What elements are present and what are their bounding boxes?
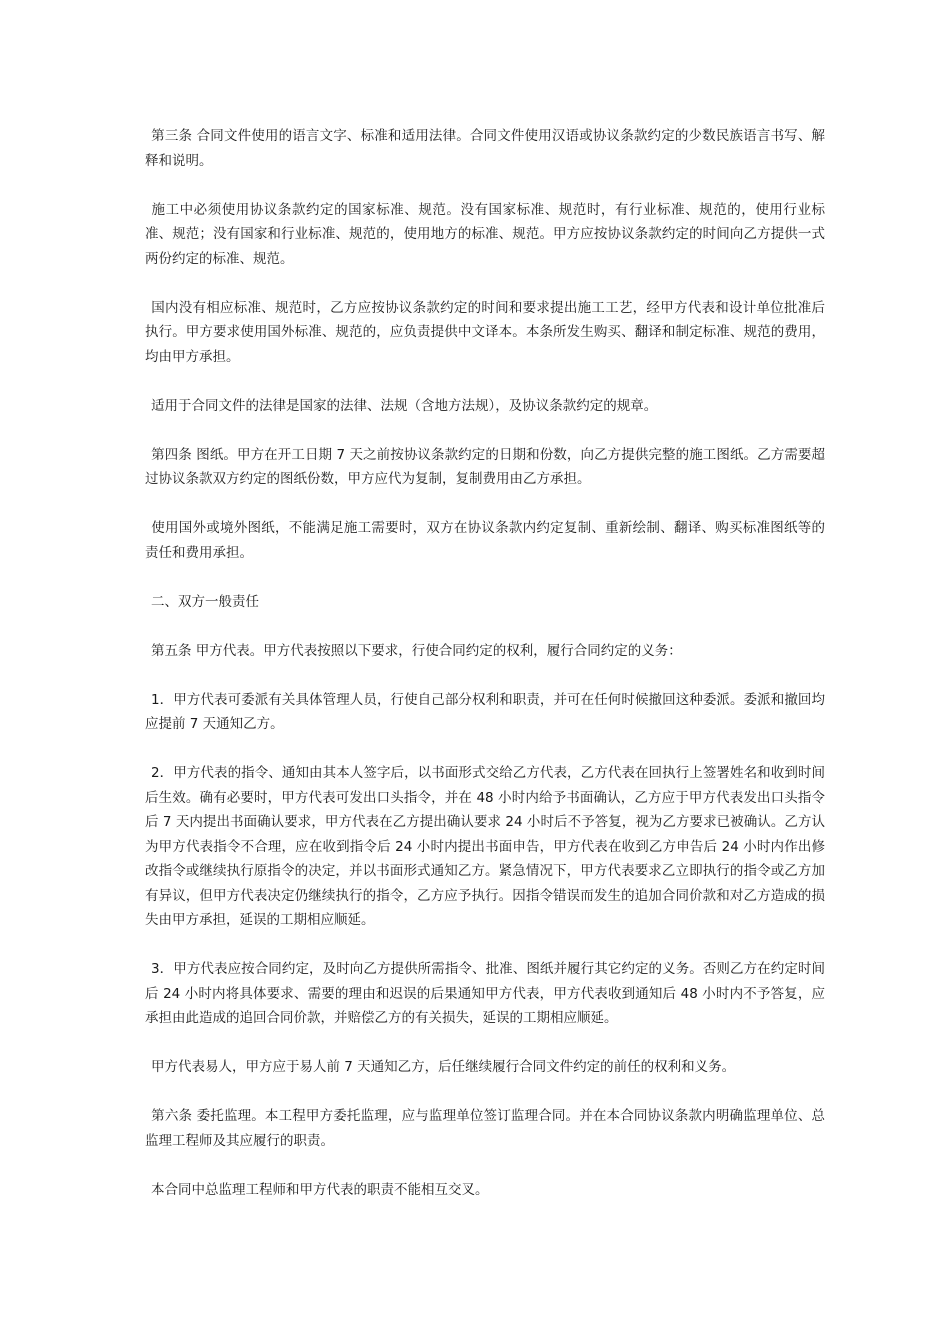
paragraph-text: 甲方代表易人，甲方应于易人前 7 天通知乙方，后任继续履行合同文件约定的前任的权利和义务。 — [151, 1059, 736, 1075]
paragraph-text: 3．甲方代表应按合同约定，及时向乙方提供所需指令、批准、图纸并履行其它约定的义务。否则乙方在约定时间后 24 小时内将具体要求、需要的理由和迟误的后果通知甲方代表，甲方代表收到通知后 48 小时内不予答复，应承担由此造成的追回合同价款，并赔偿乙方的有关损失，延误的工期相应顺延。 — [145, 961, 825, 1026]
paragraph-text: 施工中必须使用协议条款约定的国家标准、规范。没有国家标准、规范时，有行业标准、规范的，使用行业标准、规范；没有国家和行业标准、规范的，使用地方的标准、规范。甲方应按协议条款约定的时间向乙方提供一式两份约定的标准、规范。 — [145, 201, 825, 267]
paragraph-standards — [145, 198, 825, 272]
paragraph-item-3 — [145, 957, 825, 1031]
paragraph-text: 国内没有相应标准、规范时，乙方应按协议条款约定的时间和要求提出施工工艺，经甲方代表和设计单位批准后执行。甲方要求使用国外标准、规范的，应负责提供中文译本。本条所发生购买、翻译和制定标准、规范的费用，均由甲方承担。 — [145, 299, 825, 365]
paragraph-applicable-law — [145, 394, 825, 419]
paragraph-text: 第三条 合同文件使用的语言文字、标准和适用法律。合同文件使用汉语或协议条款约定的少数民族语言书写、解释和说明。 — [145, 128, 825, 169]
section-heading-text: 二、双方一般责任 — [151, 593, 259, 610]
paragraph-representative-change — [145, 1055, 825, 1080]
paragraph-text: 2．甲方代表的指令、通知由其本人签字后，以书面形式交给乙方代表，乙方代表在回执行上签署姓名和收到时间后生效。确有必要时，甲方代表可发出口头指令，并在 48 小时内给予书面确认，乙方应于甲方代表发出口头指令后 7 天内提出书面确认要求，甲方代表在乙方提出确认要求 24 小时后不予答复，视为乙方要求已被确认。乙方认为甲方代表指令不合理，应在收到指令后 24 小时内提出书面申告，甲方代表在收到乙方申告后 24 小时内作出修改指令或继续执行原指令的决定，并以书面形式通知乙方。紧急情况下，甲方代表要求乙立即执行的指令或乙方加有异议，但甲方代表决定仍继续执行的指令，乙方应予执行。因指令错误而发生的追加合同价款和对乙方造成的损失由甲方承担，延误的工期相应顺延。 — [145, 765, 825, 928]
paragraph-article-3 — [145, 124, 825, 173]
paragraph-text: 第六条 委托监理。本工程甲方委托监理，应与监理单位签订监理合同。并在本合同协议条款内明确监理单位、总监理工程师及其应履行的职责。 — [145, 1108, 825, 1149]
paragraph-item-1 — [145, 688, 825, 737]
paragraph-article-6 — [145, 1104, 825, 1153]
paragraph-item-2 — [145, 761, 825, 933]
paragraph-domestic-standards — [145, 296, 825, 370]
document-body — [145, 124, 825, 1227]
paragraph-text: 1．甲方代表可委派有关具体管理人员，行使自己部分权利和职责，并可在任何时候撤回这种委派。委派和撤回均应提前 7 天通知乙方。 — [145, 691, 825, 732]
paragraph-duties-separation — [145, 1178, 825, 1203]
paragraph-foreign-drawings — [145, 516, 825, 565]
paragraph-text: 使用国外或境外图纸，不能满足施工需要时，双方在协议条款内约定复制、重新绘制、翻译、购买标准图纸等的责任和费用承担。 — [145, 520, 825, 561]
paragraph-text: 第五条 甲方代表。甲方代表按照以下要求，行使合同约定的权利，履行合同约定的义务： — [151, 642, 682, 659]
paragraph-article-4 — [145, 443, 825, 492]
paragraph-article-5 — [145, 639, 825, 664]
paragraph-text: 适用于合同文件的法律是国家的法律、法规（含地方法规），及协议条款约定的规章。 — [151, 397, 658, 414]
paragraph-text: 本合同中总监理工程师和甲方代表的职责不能相互交叉。 — [151, 1181, 489, 1198]
paragraph-text: 第四条 图纸。甲方在开工日期 7 天之前按协议条款约定的日期和份数，向乙方提供完整的施工图纸。乙方需要超过协议条款双方约定的图纸份数，甲方应代为复制，复制费用由乙方承担。 — [145, 446, 825, 487]
section-heading-general-duties — [145, 590, 825, 615]
